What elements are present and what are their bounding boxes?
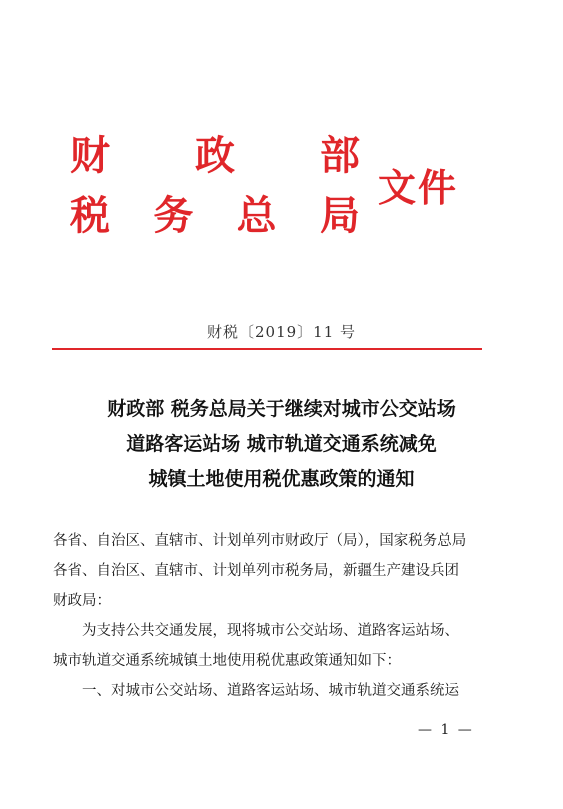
issuer-char: 局 (319, 192, 360, 239)
paragraph-line: 为支持公共交通发展，现将城市公交站场、道路客运站场、 (82, 623, 459, 639)
title-line: 城镇土地使用税优惠政策的通知 (148, 468, 415, 490)
recipients-line: 财政局： (53, 593, 111, 609)
issuer-char: 部 (320, 132, 360, 179)
recipients-line: 各省、自治区、直辖市、计划单列市税务局，新疆生产建设兵团 (53, 563, 459, 579)
issuer-char: 政 (195, 132, 235, 179)
document-header (58, 128, 498, 258)
document-title (0, 392, 563, 497)
page-number: — 1 — (418, 722, 474, 738)
title-line: 道路客运站场 城市轨道交通系统减免 (126, 433, 437, 455)
document-number: 财税〔2019〕11 号 (206, 323, 357, 341)
paragraph-line: 城市轨道交通系统城镇土地使用税优惠政策通知如下： (53, 653, 401, 669)
issuer-char: 财 (70, 132, 110, 179)
title-line: 财政部 税务总局关于继续对城市公交站场 (107, 398, 456, 420)
issuer-line-ministry-of-finance (70, 128, 360, 184)
issuer-char: 务 (153, 192, 194, 239)
issuer-char: 总 (236, 192, 277, 239)
document-type-label: 文件 (378, 165, 459, 210)
issuer-char: 税 (70, 192, 110, 239)
issuer-line-tax-administration (70, 188, 360, 244)
red-divider-line (52, 348, 482, 350)
paragraph-line: 一、对城市公交站场、道路客运站场、城市轨道交通系统运 (82, 683, 459, 699)
document-body (53, 526, 523, 706)
recipients-line: 各省、自治区、直辖市、计划单列市财政厅（局），国家税务总局 (53, 533, 467, 549)
